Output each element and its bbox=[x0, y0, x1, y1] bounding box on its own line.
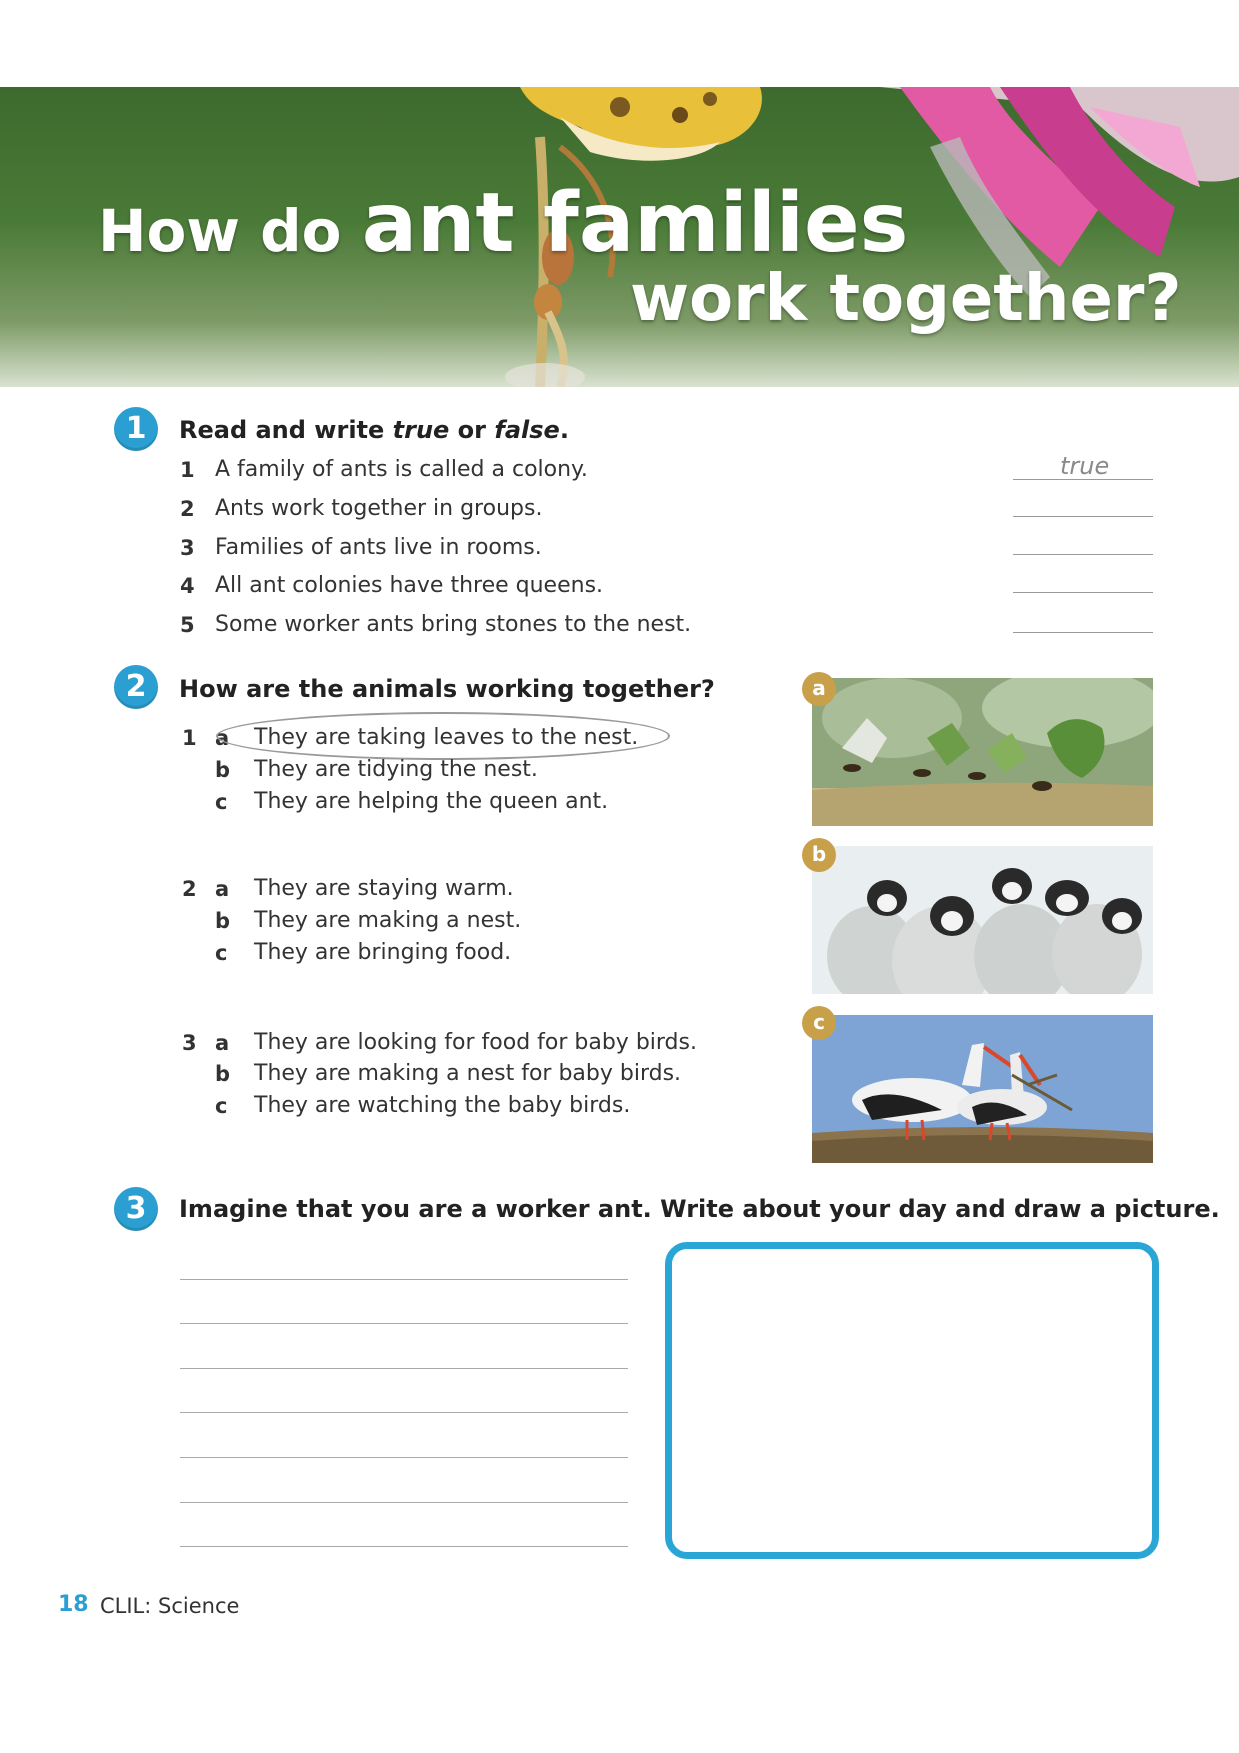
title-part-1: How do bbox=[98, 197, 362, 265]
photo-label-b: b bbox=[802, 838, 836, 872]
item-number: 1 bbox=[180, 458, 195, 482]
section-2-heading: How are the animals working together? bbox=[179, 675, 715, 703]
page-number: 18 bbox=[58, 1592, 89, 1617]
option-text[interactable]: They are taking leaves to the nest. bbox=[254, 725, 639, 750]
heading-or: or bbox=[449, 416, 495, 444]
statement-text: A family of ants is called a colony. bbox=[215, 457, 588, 482]
heading-false: false bbox=[494, 416, 560, 444]
option-text[interactable]: They are helping the queen ant. bbox=[254, 789, 609, 814]
option-text[interactable]: They are making a nest for baby birds. bbox=[254, 1061, 682, 1086]
writing-line[interactable] bbox=[180, 1502, 628, 1503]
option-letter: b bbox=[215, 758, 231, 782]
option-text[interactable]: They are looking for food for baby birds. bbox=[254, 1030, 697, 1055]
option-letter: a bbox=[215, 726, 230, 750]
writing-line[interactable] bbox=[180, 1279, 628, 1280]
option-letter: b bbox=[215, 909, 231, 933]
option-letter: c bbox=[215, 790, 228, 814]
writing-line[interactable] bbox=[180, 1412, 628, 1413]
section-2-badge: 2 bbox=[114, 665, 158, 709]
writing-line[interactable] bbox=[180, 1457, 628, 1458]
answer-line[interactable] bbox=[1013, 592, 1153, 593]
option-text[interactable]: They are staying warm. bbox=[254, 876, 514, 901]
section-1-badge: 1 bbox=[114, 407, 158, 451]
answer-line[interactable] bbox=[1013, 516, 1153, 517]
answer-text[interactable]: true bbox=[1060, 452, 1110, 480]
question-number: 3 bbox=[182, 1031, 197, 1055]
writing-line[interactable] bbox=[180, 1546, 628, 1547]
photo-b-penguin-chicks bbox=[812, 846, 1153, 994]
item-number: 3 bbox=[180, 536, 195, 560]
item-number: 2 bbox=[180, 497, 195, 521]
photo-label-c: c bbox=[802, 1006, 836, 1040]
option-text[interactable]: They are making a nest. bbox=[254, 908, 522, 933]
heading-end: . bbox=[559, 416, 569, 444]
option-letter: c bbox=[215, 941, 228, 965]
section-3-heading: Imagine that you are a worker ant. Write about your day and draw a picture. bbox=[179, 1195, 1220, 1223]
statement-text: Ants work together in groups. bbox=[215, 496, 543, 521]
page-title-line-2: work together? bbox=[630, 262, 1182, 336]
question-number: 1 bbox=[182, 726, 197, 750]
statement-text: Families of ants live in rooms. bbox=[215, 535, 542, 560]
option-letter: b bbox=[215, 1062, 231, 1086]
section-1-heading bbox=[179, 416, 569, 444]
answer-line[interactable] bbox=[1013, 554, 1153, 555]
item-number: 4 bbox=[180, 574, 195, 598]
photo-label-a: a bbox=[802, 672, 836, 706]
photo-c-storks-nest bbox=[812, 1015, 1153, 1163]
footer-label: CLIL: Science bbox=[100, 1594, 240, 1618]
option-letter: a bbox=[215, 877, 230, 901]
statement-text: All ant colonies have three queens. bbox=[215, 573, 604, 598]
title-part-2: ant families bbox=[361, 176, 909, 271]
writing-line[interactable] bbox=[180, 1323, 628, 1324]
heading-true: true bbox=[392, 416, 450, 444]
answer-line[interactable] bbox=[1013, 632, 1153, 633]
statement-text: Some worker ants bring stones to the nest. bbox=[215, 612, 692, 637]
writing-line[interactable] bbox=[180, 1368, 628, 1369]
heading-text: Read and write bbox=[179, 416, 393, 444]
drawing-box[interactable] bbox=[665, 1242, 1159, 1559]
question-number: 2 bbox=[182, 877, 197, 901]
option-letter: c bbox=[215, 1094, 228, 1118]
option-text[interactable]: They are watching the baby birds. bbox=[254, 1093, 631, 1118]
photo-a-leafcutter-ants bbox=[812, 678, 1153, 826]
answer-circle bbox=[216, 712, 670, 760]
option-text[interactable]: They are tidying the nest. bbox=[254, 757, 538, 782]
section-3-badge: 3 bbox=[114, 1187, 158, 1231]
option-text[interactable]: They are bringing food. bbox=[254, 940, 512, 965]
option-letter: a bbox=[215, 1031, 230, 1055]
title-banner bbox=[0, 87, 1239, 387]
page-title-line-1 bbox=[98, 176, 908, 271]
item-number: 5 bbox=[180, 613, 195, 637]
answer-line[interactable] bbox=[1013, 479, 1153, 480]
